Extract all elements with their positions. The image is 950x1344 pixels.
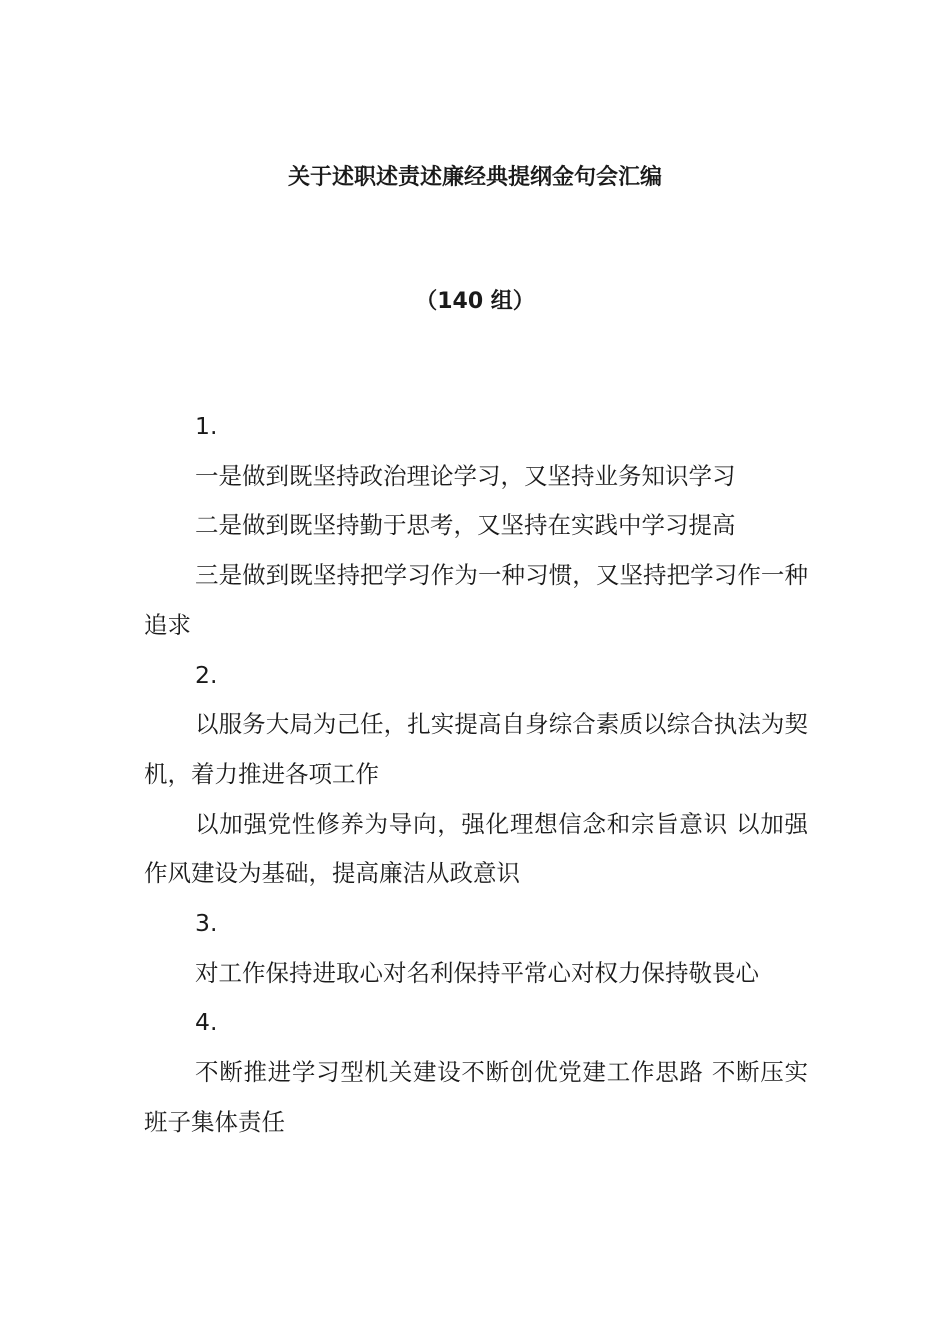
document-body	[144, 402, 808, 1148]
paragraph: 一是做到既坚持政治理论学习，又坚持业务知识学习	[195, 461, 736, 490]
paragraph: 4.	[195, 1008, 218, 1037]
paragraph: 三是做到既坚持把学习作为一种习惯，又坚持把学习作一种 追求	[144, 561, 808, 639]
paragraph: 以服务大局为己任，扎实提高自身综合素质以综合执法为契机，着力推进各项工作	[144, 710, 808, 788]
paragraph: 3.	[195, 909, 218, 938]
paragraph: 对工作保持进取心对名利保持平常心对权力保持敬畏心	[195, 958, 759, 987]
paragraph: 2.	[195, 660, 218, 689]
paragraph: 不断推进学习型机关建设不断创优党建工作思路 不断压实班子集体责任	[144, 1058, 808, 1136]
document-title: 关于述职述责述廉经典提纲金句会汇编	[287, 165, 662, 190]
paragraph: 1.	[195, 412, 218, 440]
document-subtitle: （140 组）	[415, 289, 535, 314]
paragraph: 二是做到既坚持勤于思考，又坚持在实践中学习提高	[195, 511, 736, 540]
paragraph: 以加强党性修养为导向，强化理想信念和宗旨意识 以加强作风建设为基础，提高廉洁从政意识	[144, 809, 808, 888]
